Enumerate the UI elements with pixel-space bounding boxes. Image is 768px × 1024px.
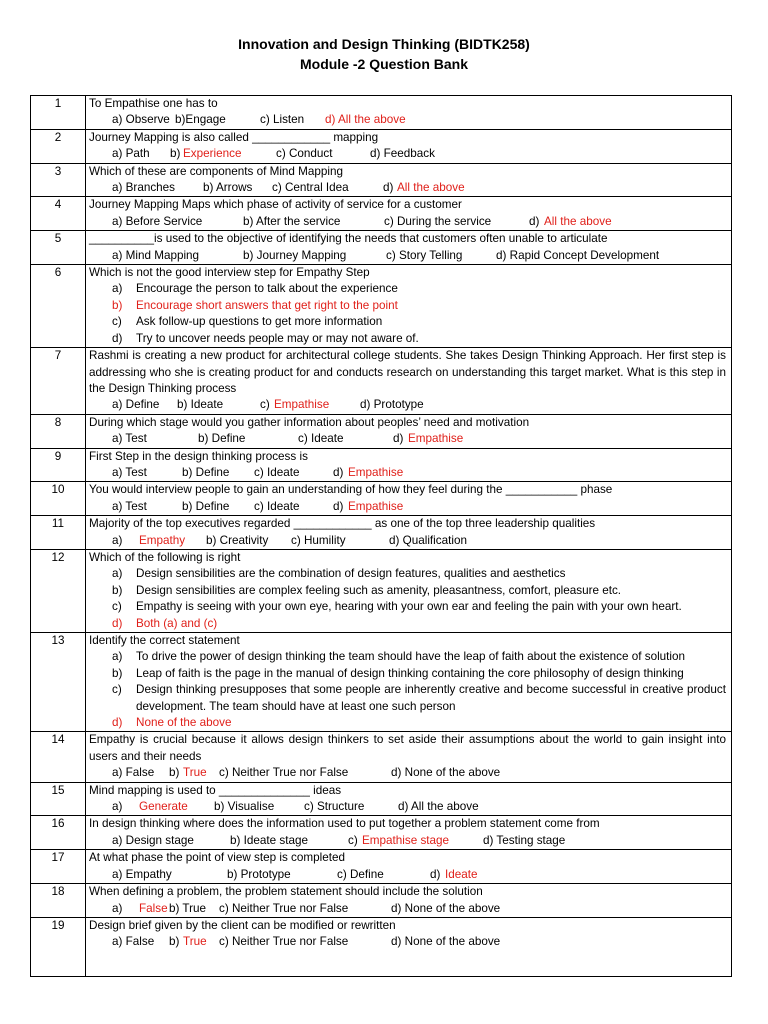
answer-option: a) Mind Mapping (112, 248, 200, 262)
question-number: 15 (31, 782, 86, 816)
answer-option: b) Arrows (203, 181, 253, 195)
question-row (31, 197, 732, 231)
correct-answer-option: Empathise (348, 465, 404, 479)
options-row (89, 765, 726, 781)
question-row (31, 448, 732, 482)
answer-option (89, 583, 726, 599)
question-cell (86, 917, 732, 976)
option-letter: d) (112, 716, 123, 730)
options-row (89, 397, 726, 413)
answer-option: b) After the service (243, 214, 341, 228)
question-cell (86, 197, 732, 231)
correct-answer-option (89, 616, 726, 632)
answer-option: d) Feedback (370, 147, 435, 161)
question-number: 16 (31, 816, 86, 850)
answer-option: d) Testing stage (483, 833, 566, 847)
question-number: 9 (31, 448, 86, 482)
option-text: Empathy is seeing with your own eye, hearing with your own ear and feeling the pain with your own heart. (136, 600, 682, 614)
answer-option: a) Design stage (112, 833, 194, 847)
question-number: 8 (31, 414, 86, 448)
correct-answer-option: d) All the above (325, 113, 406, 127)
options-row (89, 499, 726, 515)
question-text: Rashmi is creating a new product for architectural college students. She takes Design Thinking Approach. Her first step is addressing who she is creating product for and conducts research on understanding this target market. What is this step in the Design Thinking process (89, 349, 726, 395)
question-cell (86, 448, 732, 482)
answer-option: a) Test (112, 432, 147, 446)
question-cell (86, 782, 732, 816)
question-text: Empathy is crucial because it allows design thinkers to set aside their assumptions about the world to gain insight into users and their needs (89, 733, 726, 763)
question-text: Design brief given by the client can be modified or rewritten (89, 918, 396, 932)
question-cell (86, 884, 732, 918)
question-number: 13 (31, 633, 86, 732)
option-letter: a) (112, 567, 123, 581)
options-row (89, 799, 726, 815)
answer-option: d) (430, 867, 441, 881)
question-cell (86, 482, 732, 516)
answer-option: a) Before Service (112, 214, 203, 228)
answer-option: c) Structure (304, 800, 365, 814)
answer-option: d) (333, 499, 344, 513)
question-row (31, 129, 732, 163)
question-text: Majority of the top executives regarded ____________ as one of the top three leadership qualities (89, 517, 596, 531)
question-cell (86, 633, 732, 732)
question-number: 6 (31, 265, 86, 348)
answer-option: d) (333, 465, 344, 479)
options-row (89, 934, 726, 950)
answer-option: b) (169, 766, 180, 780)
answer-option: c) Humility (291, 533, 346, 547)
question-table-body (31, 96, 732, 977)
question-text: Journey Mapping is also called ____________ mapping (89, 130, 379, 144)
answer-option (89, 682, 726, 715)
answer-option: b) True (169, 901, 207, 915)
answer-option: c) Listen (260, 113, 305, 127)
question-text: To Empathise one has to (89, 97, 218, 110)
question-cell (86, 732, 732, 782)
question-cell (86, 231, 732, 265)
correct-answer-option: Empathise (408, 432, 464, 446)
answer-option (89, 649, 726, 665)
answer-option: c) Ideate (298, 432, 344, 446)
option-text: Design thinking presupposes that some people are inherently creative and become successful in creative product development. The team should have at least one such person (136, 683, 726, 713)
answer-option: b) (170, 147, 181, 161)
question-number: 4 (31, 197, 86, 231)
question-number: 2 (31, 129, 86, 163)
answer-option: b) Define (198, 432, 246, 446)
option-letter: a) (112, 282, 123, 296)
correct-answer-option: Empathise (274, 398, 330, 412)
answer-option (89, 314, 726, 330)
answer-option: b) Journey Mapping (243, 248, 347, 262)
question-number: 3 (31, 163, 86, 197)
question-row (31, 482, 732, 516)
question-cell (86, 348, 732, 415)
answer-option: a) Test (112, 465, 147, 479)
answer-option: b) Prototype (227, 867, 291, 881)
question-text: Mind mapping is used to ______________ ideas (89, 783, 342, 797)
answer-option: a) Define (112, 398, 160, 412)
correct-answer-option: Empathise stage (362, 833, 450, 847)
option-letter: c) (112, 315, 122, 329)
option-letter: b) (112, 583, 123, 597)
correct-answer-option: Empathise (348, 499, 404, 513)
question-cell (86, 265, 732, 348)
correct-answer-option: True (183, 766, 207, 780)
option-letter: c) (112, 683, 122, 697)
answer-option: a) (112, 533, 123, 547)
question-number: 19 (31, 917, 86, 976)
option-text: None of the above (136, 716, 232, 730)
question-row (31, 850, 732, 884)
option-letter: c) (112, 600, 122, 614)
question-number: 10 (31, 482, 86, 516)
question-text: Which of these are components of Mind Mapping (89, 164, 344, 178)
option-text: Encourage short answers that get right to the point (136, 298, 398, 312)
question-text: Which is not the good interview step for Empathy Step (89, 266, 370, 280)
question-row (31, 414, 732, 448)
correct-answer-option (89, 715, 726, 731)
question-text: __________is used to the objective of identifying the needs that customers often unable to articulate (89, 232, 608, 246)
question-number: 7 (31, 348, 86, 415)
question-row (31, 348, 732, 415)
correct-answer-option: False (139, 901, 168, 915)
answer-option (89, 281, 726, 297)
answer-option: b) Ideate stage (230, 833, 308, 847)
answer-option: c) Story Telling (386, 248, 463, 262)
answer-option: b) Creativity (206, 533, 269, 547)
question-row (31, 96, 732, 130)
option-text: Both (a) and (c) (136, 616, 218, 630)
options-row (89, 214, 726, 230)
question-row (31, 884, 732, 918)
question-cell (86, 96, 732, 130)
options-row (89, 901, 726, 917)
question-row (31, 816, 732, 850)
question-row (31, 917, 732, 976)
question-text: You would interview people to gain an understanding of how they feel during the ___________ phase (89, 483, 613, 497)
question-number: 17 (31, 850, 86, 884)
question-text: When defining a problem, the problem statement should include the solution (89, 885, 483, 899)
answer-option: b) Define (182, 499, 230, 513)
correct-answer-option: All the above (397, 181, 465, 195)
question-row (31, 633, 732, 732)
question-cell (86, 549, 732, 632)
question-text: At what phase the point of view step is completed (89, 851, 345, 865)
options-row (89, 431, 726, 447)
answer-option: a) Branches (112, 181, 176, 195)
answer-option: b) Visualise (214, 800, 275, 814)
question-number: 5 (31, 231, 86, 265)
option-text: Try to uncover needs people may or may not aware of. (136, 331, 419, 345)
answer-option: b)Engage (175, 113, 226, 127)
question-cell (86, 163, 732, 197)
answer-option: c) Neither True nor False (219, 935, 349, 949)
answer-option: c) Neither True nor False (219, 766, 349, 780)
question-row (31, 516, 732, 550)
question-cell (86, 850, 732, 884)
question-cell (86, 414, 732, 448)
option-letter: a) (112, 650, 123, 664)
question-row (31, 163, 732, 197)
question-row (31, 231, 732, 265)
answer-option: b) Ideate (177, 398, 224, 412)
correct-answer-option (89, 298, 726, 314)
answer-option: a) Empathy (112, 867, 172, 881)
answer-option: c) Define (337, 867, 384, 881)
answer-option: d) None of the above (391, 935, 501, 949)
answer-option: c) (260, 398, 270, 412)
question-row (31, 732, 732, 782)
option-text: Leap of faith is the page in the manual of design thinking containing the core philosophy of design thinking (136, 666, 684, 680)
answer-option: b) (169, 935, 180, 949)
answer-option: c) During the service (384, 214, 492, 228)
option-text: Design sensibilities are the combination of design features, qualities and aesthetics (136, 567, 566, 581)
option-text: Encourage the person to talk about the experience (136, 282, 398, 296)
question-text: Identify the correct statement (89, 634, 240, 647)
question-text: Which of the following is right (89, 550, 241, 564)
answer-option (89, 566, 726, 582)
question-row (31, 782, 732, 816)
document-title: Innovation and Design Thinking (BIDTK258) (238, 36, 530, 52)
answer-option: c) Ideate (254, 465, 300, 479)
question-number: 12 (31, 549, 86, 632)
answer-option: d) All the above (398, 800, 479, 814)
options-row (89, 465, 726, 481)
answer-option: a) Observe (112, 113, 170, 127)
answer-option: a) Test (112, 499, 147, 513)
correct-answer-option: Generate (139, 800, 188, 814)
option-letter: d) (112, 616, 123, 630)
answer-option: a) Path (112, 147, 150, 161)
question-row (31, 265, 732, 348)
answer-option: d) Prototype (360, 398, 424, 412)
answer-option: b) Define (182, 465, 230, 479)
answer-option: d) None of the above (391, 901, 501, 915)
options-row (89, 112, 726, 128)
answer-option: d) None of the above (391, 766, 501, 780)
correct-answer-option: Experience (183, 147, 242, 161)
document-subtitle: Module -2 Question Bank (299, 56, 468, 72)
question-row (31, 549, 732, 632)
answer-option (89, 331, 726, 347)
option-text: Design sensibilities are complex feeling such as amenity, pleasantness, comfort, pleasure etc. (136, 583, 622, 597)
question-text: In design thinking where does the information used to put together a problem statement come from (89, 817, 600, 831)
options-row (89, 248, 726, 264)
option-text: Ask follow-up questions to get more information (136, 315, 383, 329)
answer-option: a) (112, 901, 123, 915)
options-row (89, 833, 726, 849)
answer-option: c) Central Idea (272, 181, 349, 195)
question-text: First Step in the design thinking process is (89, 449, 308, 463)
answer-option: c) Ideate (254, 499, 300, 513)
options-row (89, 867, 726, 883)
option-text: To drive the power of design thinking the team should have the leap of faith about the existence of solution (136, 650, 686, 664)
option-letter: b) (112, 666, 123, 680)
correct-answer-option: All the above (544, 214, 612, 228)
answer-option: c) Conduct (276, 147, 333, 161)
answer-option (89, 666, 726, 682)
answer-option: c) (348, 833, 358, 847)
answer-option: d) (383, 181, 394, 195)
question-number: 18 (31, 884, 86, 918)
answer-option: d) Qualification (389, 533, 467, 547)
question-number: 14 (31, 732, 86, 782)
options-row (89, 180, 726, 196)
question-text: Journey Mapping Maps which phase of activity of service for a customer (89, 198, 462, 212)
answer-option: a) False (112, 935, 155, 949)
question-table (30, 95, 732, 977)
question-cell (86, 129, 732, 163)
answer-option: c) Neither True nor False (219, 901, 349, 915)
options-row (89, 146, 726, 162)
option-letter: b) (112, 298, 123, 312)
answer-option: d) (393, 432, 404, 446)
question-number: 11 (31, 516, 86, 550)
options-row (89, 533, 726, 549)
correct-answer-option: True (183, 935, 207, 949)
blank-space (89, 951, 726, 976)
question-cell (86, 816, 732, 850)
correct-answer-option: Ideate (445, 867, 478, 881)
answer-option: a) False (112, 766, 155, 780)
question-number: 1 (31, 96, 86, 130)
answer-option: d) (529, 214, 540, 228)
question-text: During which stage would you gather information about peoples’ need and motivation (89, 415, 530, 429)
answer-option: d) Rapid Concept Development (496, 248, 660, 262)
answer-option: a) (112, 800, 123, 814)
question-cell (86, 516, 732, 550)
option-letter: d) (112, 331, 123, 345)
answer-option (89, 599, 726, 615)
correct-answer-option: Empathy (139, 533, 186, 547)
